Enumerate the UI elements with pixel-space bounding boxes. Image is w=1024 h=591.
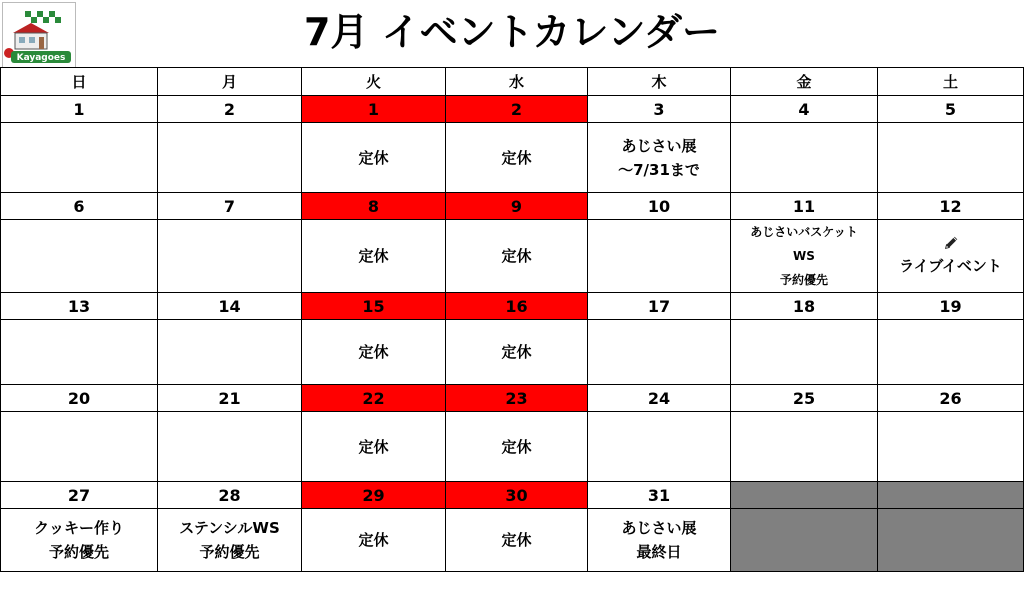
day-number-cell: 19 bbox=[878, 293, 1024, 320]
day-number-row bbox=[1, 385, 1024, 412]
event-text: 定休 bbox=[501, 531, 532, 549]
event-cell bbox=[446, 123, 588, 193]
weekday-header-row bbox=[1, 68, 1024, 96]
day-number-row bbox=[1, 96, 1024, 123]
event-cell bbox=[731, 220, 878, 293]
event-text: ステンシルWS bbox=[179, 519, 280, 537]
event-cell bbox=[302, 320, 446, 385]
weekday-sun: 日 bbox=[1, 68, 158, 96]
day-number-cell: 7 bbox=[158, 193, 302, 220]
event-text: 定休 bbox=[358, 247, 389, 265]
blank-event-cell bbox=[878, 320, 1024, 385]
day-number-cell: 17 bbox=[588, 293, 731, 320]
weekday-sat: 土 bbox=[878, 68, 1024, 96]
event-cell bbox=[302, 509, 446, 572]
day-number-cell: 30 bbox=[446, 482, 588, 509]
blank-event-cell bbox=[1, 320, 158, 385]
blank-event-cell bbox=[158, 220, 302, 293]
day-number-cell: 16 bbox=[446, 293, 588, 320]
day-number-cell: 28 bbox=[158, 482, 302, 509]
day-number-cell: 11 bbox=[731, 193, 878, 220]
event-text: 定休 bbox=[358, 148, 389, 167]
blank-event-cell bbox=[158, 123, 302, 193]
day-number-cell: 14 bbox=[158, 293, 302, 320]
blank-event-cell bbox=[588, 412, 731, 482]
event-row bbox=[1, 509, 1024, 572]
event-cell bbox=[588, 123, 731, 193]
blank-event-cell bbox=[731, 123, 878, 193]
day-number-cell: 21 bbox=[158, 385, 302, 412]
event-cell bbox=[1, 509, 158, 572]
weekday-wed: 水 bbox=[446, 68, 588, 96]
event-cell bbox=[878, 220, 1024, 293]
day-number-cell: 26 bbox=[878, 385, 1024, 412]
day-number-cell: 25 bbox=[731, 385, 878, 412]
event-text: クッキー作り bbox=[33, 519, 124, 537]
event-cell bbox=[446, 509, 588, 572]
empty-event-cell bbox=[878, 509, 1024, 572]
day-number-cell: 20 bbox=[1, 385, 158, 412]
day-number-cell: 2 bbox=[446, 96, 588, 123]
day-number-cell: 13 bbox=[1, 293, 158, 320]
event-cell bbox=[302, 220, 446, 293]
day-number-cell: 4 bbox=[731, 96, 878, 123]
event-row bbox=[1, 412, 1024, 482]
event-text: 定休 bbox=[358, 343, 389, 361]
page-title: 7月 イベントカレンダー bbox=[303, 10, 721, 54]
blank-event-cell bbox=[878, 123, 1024, 193]
day-number-cell: 1 bbox=[302, 96, 446, 123]
blank-event-cell bbox=[588, 320, 731, 385]
day-number-cell: 31 bbox=[588, 482, 731, 509]
event-text: 定休 bbox=[358, 437, 389, 456]
event-text: ライブイベント bbox=[899, 257, 1002, 275]
svg-text:Kayagoes: Kayagoes bbox=[16, 53, 66, 63]
event-cell bbox=[446, 320, 588, 385]
weekday-fri: 金 bbox=[731, 68, 878, 96]
weekday-thu: 木 bbox=[588, 68, 731, 96]
event-text: 予約優先 bbox=[199, 543, 260, 561]
day-number-cell: 12 bbox=[878, 193, 1024, 220]
event-text: あじさいバスケット bbox=[750, 225, 858, 239]
weekday-mon: 月 bbox=[158, 68, 302, 96]
event-text: WS bbox=[793, 249, 815, 263]
empty-day-cell bbox=[731, 482, 878, 509]
event-row bbox=[1, 320, 1024, 385]
blank-event-cell bbox=[158, 320, 302, 385]
day-number-row bbox=[1, 482, 1024, 509]
event-text: あじさい展 bbox=[621, 519, 697, 537]
day-number-cell: 2 bbox=[158, 96, 302, 123]
day-number-row bbox=[1, 193, 1024, 220]
event-text: 定休 bbox=[501, 148, 532, 167]
calendar-table bbox=[0, 67, 1024, 572]
day-number-cell: 6 bbox=[1, 193, 158, 220]
blank-event-cell bbox=[731, 320, 878, 385]
day-number-cell: 8 bbox=[302, 193, 446, 220]
day-number-cell: 23 bbox=[446, 385, 588, 412]
event-text: ～7/31まで bbox=[618, 160, 700, 179]
event-cell bbox=[588, 509, 731, 572]
empty-day-cell bbox=[878, 482, 1024, 509]
day-number-row bbox=[1, 293, 1024, 320]
event-text: 定休 bbox=[358, 531, 389, 549]
event-text: 定休 bbox=[501, 247, 532, 265]
empty-event-cell bbox=[731, 509, 878, 572]
blank-event-cell bbox=[1, 412, 158, 482]
blank-event-cell bbox=[731, 412, 878, 482]
event-text: 定休 bbox=[501, 343, 532, 361]
weekday-tue: 火 bbox=[302, 68, 446, 96]
event-cell bbox=[446, 220, 588, 293]
day-number-cell: 24 bbox=[588, 385, 731, 412]
pencil-icon bbox=[942, 234, 960, 252]
day-number-cell: 3 bbox=[588, 96, 731, 123]
event-text: あじさい展 bbox=[621, 136, 697, 155]
blank-event-cell bbox=[588, 220, 731, 293]
day-number-cell: 1 bbox=[1, 96, 158, 123]
blank-event-cell bbox=[158, 412, 302, 482]
event-row bbox=[1, 123, 1024, 193]
event-text: 予約優先 bbox=[779, 273, 828, 287]
blank-event-cell bbox=[1, 220, 158, 293]
event-text: 予約優先 bbox=[48, 543, 109, 561]
event-cell bbox=[446, 412, 588, 482]
event-cell bbox=[302, 123, 446, 193]
event-cell bbox=[158, 509, 302, 572]
day-number-cell: 27 bbox=[1, 482, 158, 509]
blank-event-cell bbox=[1, 123, 158, 193]
day-number-cell: 10 bbox=[588, 193, 731, 220]
event-cell bbox=[302, 412, 446, 482]
event-text: 定休 bbox=[501, 437, 532, 456]
day-number-cell: 9 bbox=[446, 193, 588, 220]
blank-event-cell bbox=[878, 412, 1024, 482]
day-number-cell: 29 bbox=[302, 482, 446, 509]
day-number-cell: 18 bbox=[731, 293, 878, 320]
day-number-cell: 5 bbox=[878, 96, 1024, 123]
day-number-cell: 15 bbox=[302, 293, 446, 320]
day-number-cell: 22 bbox=[302, 385, 446, 412]
event-text: 最終日 bbox=[636, 543, 682, 561]
event-row bbox=[1, 220, 1024, 293]
